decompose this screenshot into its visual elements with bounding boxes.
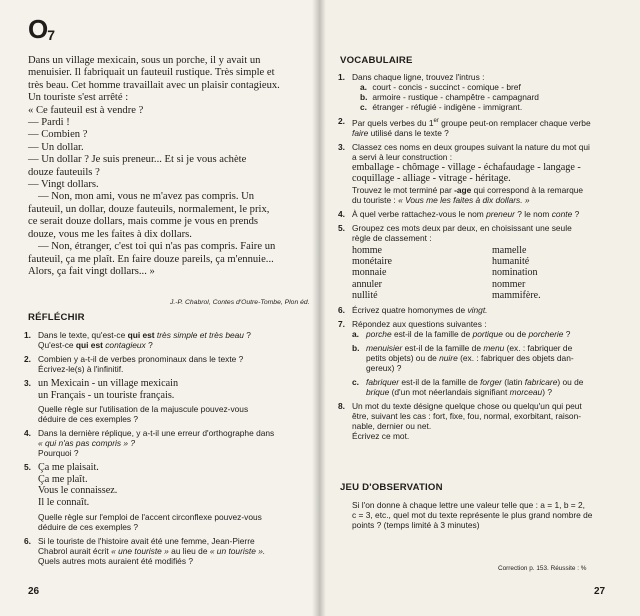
italic-text: preneur [486, 208, 515, 219]
text: Classez ces noms en deux groupes suivant la nature du mot qui [352, 141, 590, 152]
jeu-observation-heading: JEU D'OBSERVATION [340, 482, 443, 493]
word: mamelle [492, 244, 527, 256]
example-line: Ça me plaît. [38, 473, 88, 485]
lesson-number [28, 14, 54, 45]
text-line: ce serait douze dollars, mais comme je vous en prends [28, 216, 259, 228]
question-number: 4. [24, 428, 31, 439]
subquestion-letter: a. [352, 329, 359, 339]
text: ? le nom [517, 208, 550, 219]
italic-text: morceau [509, 387, 543, 397]
text: Écrivez-le(s) à l'infinitif. [38, 364, 124, 374]
text: déduire de ces exemples ? [38, 521, 139, 532]
question-number: 7. [338, 319, 345, 329]
italic-text: menuisier [366, 343, 403, 353]
italic-text: « une touriste » [111, 545, 169, 556]
text-line: — Pardi ! [28, 117, 70, 129]
text: groupe peut-on remplacer chaque verbe [441, 117, 591, 128]
italic-text: porcherie [528, 329, 564, 339]
italic-text: menu [483, 343, 505, 353]
vocab-question-2 [338, 116, 628, 138]
text-line: — Vingt dollars. [28, 179, 99, 191]
italic-text: forger [480, 377, 502, 387]
text: est-il de la famille de [401, 377, 478, 387]
text: ou de [505, 329, 527, 339]
text: Écrivez quatre homonymes de [352, 305, 466, 315]
option-c [352, 102, 628, 112]
text-line: douze, vous me les faites à dix dollars. [28, 228, 192, 240]
question-4 [24, 428, 308, 458]
bold-text: qui est [75, 340, 103, 350]
question-number: 2. [338, 116, 345, 126]
question-number: 2. [24, 354, 31, 364]
text-line: douze fauteuils ? [28, 166, 100, 178]
subquestion-c [352, 377, 628, 397]
text: Quels autres mots auraient été modifiés ? [38, 555, 194, 566]
text: Quelle règle sur l'emploi de l'accent circonflexe pouvez-vous [38, 511, 262, 522]
text: qui correspond à la remarque [473, 184, 584, 195]
vocabulaire-questions [338, 72, 628, 445]
italic-text: contagieux [105, 340, 146, 350]
question-number: 6. [338, 305, 345, 315]
question-number: 5. [338, 222, 345, 233]
subquestion-a [352, 329, 628, 339]
text: Pourquoi ? [38, 448, 79, 459]
text: (d'un mot néerlandais signifiant [391, 387, 508, 397]
italic-text: « Vous me les faites à dix dollars. » [398, 194, 530, 205]
text: Trouvez le mot terminé par [352, 184, 452, 195]
question-number: 8. [338, 401, 345, 411]
italic-text: « qui n'as pas compris » ? [38, 438, 136, 449]
question-1 [24, 330, 308, 350]
text: (latin [504, 377, 523, 387]
text: ? [574, 208, 580, 219]
text: Dans chaque ligne, trouvez l'intrus : [352, 72, 485, 82]
option-letter: b. [360, 92, 368, 102]
page-number-left: 26 [28, 586, 40, 597]
page-number-right: 27 [594, 586, 606, 597]
text: petits objets) ou de [366, 353, 437, 363]
reflechir-questions [24, 330, 308, 570]
italic-text: brique [366, 387, 390, 397]
text-line: — Non, étranger, c'est toi qui n'as pas compris. Faire un [38, 241, 276, 253]
subquestion-b [352, 343, 628, 373]
word-pairs-grid [352, 245, 628, 301]
vocab-question-8 [338, 401, 628, 441]
option-text: étranger - réfugié - indigène - immigrant. [372, 102, 523, 112]
text: Dans la dernière réplique, y a-t-il une erreur d'orthographe dans [38, 428, 275, 439]
right-page [318, 0, 640, 616]
italic-text: fabriquer [366, 377, 400, 387]
vocab-question-1 [338, 72, 628, 112]
question-5 [24, 462, 308, 531]
text: ) ? [542, 387, 552, 397]
italic-text: faire [352, 127, 369, 138]
question-number: 4. [338, 208, 345, 219]
text: Répondez aux questions suivantes : [352, 319, 487, 329]
text-line: — Non, mon ami, vous ne m'avez pas compris. Un [38, 191, 255, 203]
italic-text: « un touriste ». [209, 545, 266, 556]
text-line: — Un dollar. [28, 141, 84, 153]
text: être, suivant les cas : fort, fixe, fou, normal, exorbitant, raison- [352, 411, 582, 421]
word: homme [352, 244, 382, 256]
text: Groupez ces mots deux par deux, en choisissant une seule [352, 222, 572, 233]
word: humanité [492, 256, 530, 268]
word: monétaire [352, 256, 392, 268]
bold-text: qui est [127, 330, 155, 340]
text: du touriste : [352, 194, 396, 205]
text: est-il de la famille de [404, 343, 481, 353]
option-letter: a. [360, 82, 367, 92]
text: c = 3, etc., quel mot du texte représente le plus grand nombre de [352, 510, 593, 520]
text: Un mot du texte désigne quelque chose ou quelqu'un qui peut [352, 401, 582, 411]
example-line: Vous le connaissez. [38, 485, 118, 497]
text: ? [246, 330, 251, 340]
text-line: — Un dollar ? Je suis preneur... Et si je vous achète [28, 154, 247, 166]
jeu-observation-text [352, 500, 628, 530]
question-2 [24, 354, 308, 374]
vocabulaire-heading: VOCABULAIRE [340, 55, 413, 66]
source-citation: J.-P. Chabrol, Contes d'Outre-Tombe, Plon éd. [170, 299, 310, 306]
text: Par quels verbes du 1 [352, 117, 434, 128]
italic-text: conte [551, 208, 573, 219]
story-text [28, 55, 300, 278]
text: Quelle règle sur l'utilisation de la majuscule pouvez-vous [38, 404, 249, 415]
text-line: fauteuil, ça me plaît. En faire douze pareils, ça m'ennuie... [28, 253, 274, 265]
left-page [0, 0, 318, 616]
text: (ex. : fabriquer des objets dan- [460, 353, 574, 363]
option-text: court - concis - succinct - comique - bref [372, 82, 521, 92]
word: nomination [492, 267, 538, 279]
lesson-letter: O [28, 14, 48, 44]
text: Chabrol aurait écrit [38, 545, 109, 556]
vocab-question-6 [338, 305, 628, 315]
vocab-question-3 [338, 142, 628, 205]
text: Si le touriste de l'histoire avait été une femme, Jean-Pierre [38, 535, 255, 546]
vocab-question-7 [338, 319, 628, 397]
example-line: un Français - un touriste français. [38, 389, 175, 401]
option-a [352, 82, 628, 92]
example-line: un Mexicain - un village mexicain [38, 378, 179, 389]
text: règle de classement : [352, 232, 432, 243]
text: Dans le texte, qu'est-ce [38, 330, 126, 340]
text: a servi à leur construction : [352, 151, 453, 162]
text: gereux) ? [366, 363, 402, 373]
text: utilisé dans le texte ? [370, 127, 449, 138]
text-line: menuisier. Il fabriquait un fauteuil rustique. Très simple et [28, 67, 275, 79]
text-line: Alors, ça fait vingt dollars... » [28, 265, 155, 277]
subquestion-letter: b. [352, 343, 360, 353]
italic-text: très simple et très beau [156, 330, 244, 340]
italic-text: vingt. [467, 305, 488, 315]
word: mammifère. [492, 289, 541, 301]
text: Si l'on donne à chaque lettre une valeur telle que : a = 1, b = 2, [352, 500, 586, 510]
superscript: er [433, 118, 439, 124]
vocab-question-4 [338, 209, 628, 219]
subquestion-letter: c. [352, 377, 359, 387]
text-line: « Ce fauteuil est à vendre ? [28, 104, 144, 116]
text: déduire de ces exemples ? [38, 414, 139, 425]
text-line: très beau. Cet homme travaillait avec un plaisir contagieux. [28, 79, 280, 91]
question-number: 3. [24, 378, 31, 388]
question-number: 1. [338, 72, 345, 82]
lesson-subscript: 7 [47, 27, 55, 43]
example-line: Il le connaît. [38, 496, 90, 508]
italic-text: nuire [439, 353, 458, 363]
text: ? [148, 340, 153, 350]
text: (ex. : fabriquer de [506, 343, 573, 353]
text: Combien y a-t-il de verbes pronominaux dans le texte ? [38, 354, 244, 364]
text: nable, dernier ou net. [352, 421, 432, 431]
text-line: fauteuil, un dollar, douze fauteuils, normalement, le prix, [28, 203, 270, 215]
word-list-line: coquillage - alliage - vitrage - héritage. [352, 173, 511, 185]
question-3 [24, 378, 308, 424]
text-line: Dans un village mexicain, sous un porche, il y avait un [28, 55, 261, 66]
question-number: 6. [24, 535, 31, 546]
text: À quel verbe rattachez-vous le nom [352, 208, 484, 219]
italic-text: porche [366, 329, 392, 339]
text-line: Un touriste s'est arrêté : [28, 92, 129, 104]
question-6 [24, 536, 308, 566]
reflechir-heading: RÉFLÉCHIR [28, 312, 85, 323]
text: ? [565, 329, 571, 339]
word: nullité [352, 289, 378, 301]
question-number: 5. [24, 462, 31, 473]
bold-text: -age [454, 184, 472, 195]
text: Qu'est-ce [38, 340, 74, 350]
text: Écrivez ce mot. [352, 431, 410, 441]
text-line: — Combien ? [28, 129, 88, 141]
question-number: 1. [24, 330, 31, 340]
word-list-line: emballage - chômage - village - échafaudage - langage - [352, 161, 581, 173]
text: au lieu de [171, 545, 208, 556]
text: ) ou de [557, 377, 584, 387]
question-number: 3. [338, 141, 345, 152]
word: monnaie [352, 267, 387, 279]
text: est-il de la famille de [393, 329, 471, 339]
word: nommer [492, 278, 526, 290]
option-b [352, 92, 628, 102]
correction-note: Correction p. 153. Réussite : % [498, 565, 587, 572]
example-line: Ça me plaisait. [38, 462, 99, 474]
options-list [352, 82, 628, 112]
italic-text: portique [472, 329, 503, 339]
italic-text: fabricare [524, 377, 558, 387]
option-letter: c. [360, 102, 367, 112]
text: points ? (temps limité à 3 minutes) [352, 520, 480, 530]
word: annuler [352, 278, 382, 290]
vocab-question-5 [338, 223, 628, 301]
option-text: armoire - rustique - champêtre - campagnard [372, 92, 539, 102]
book-gutter-shadow [312, 0, 326, 616]
